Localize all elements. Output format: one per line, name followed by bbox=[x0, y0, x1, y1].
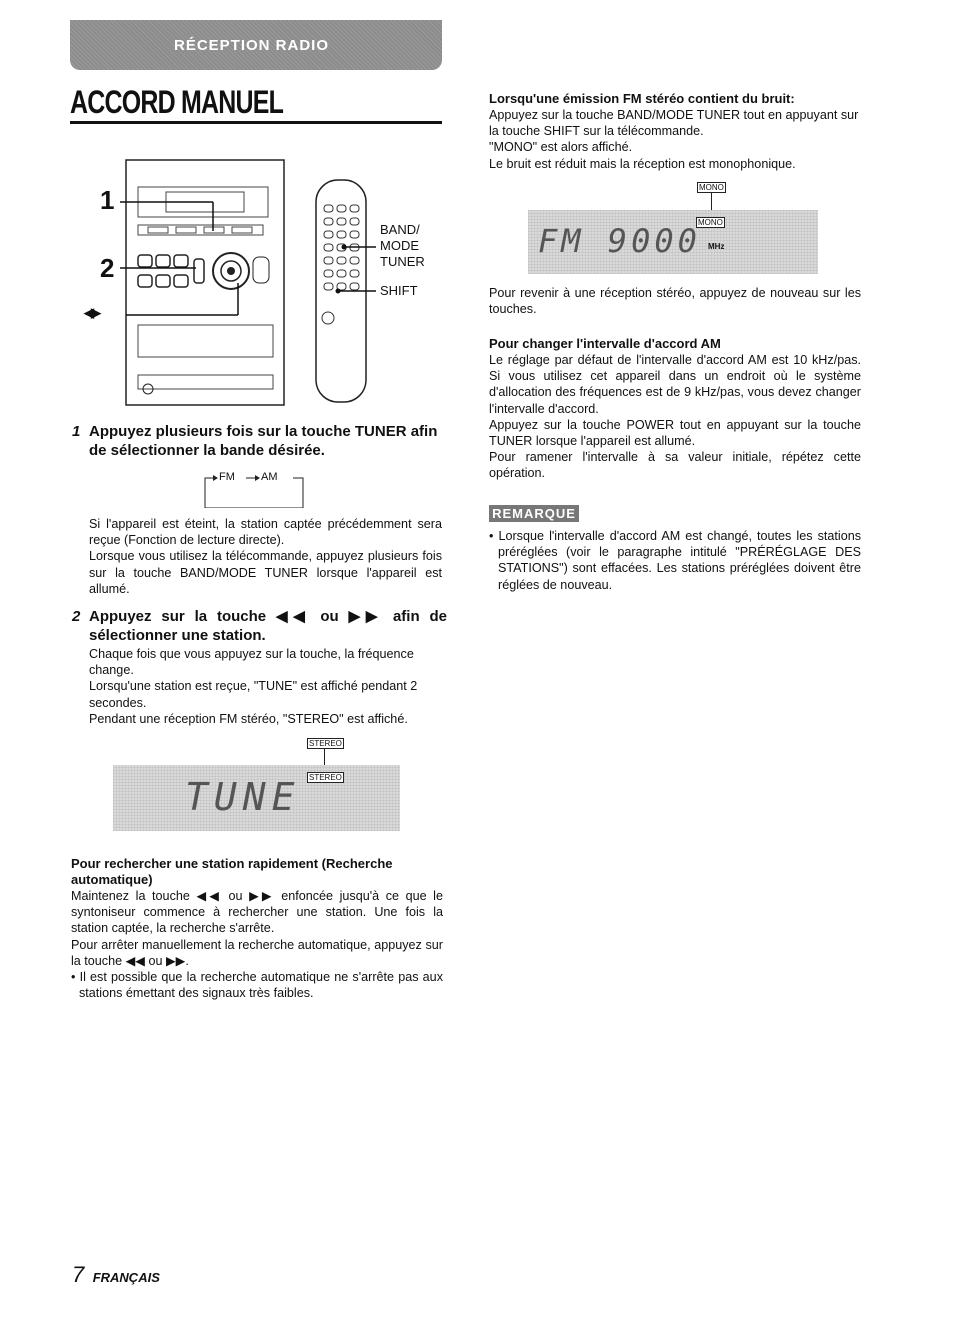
paragraph: Appuyez sur la touche BAND/MODE TUNER tout en appuyant sur la touche SHIFT sur la télécommande. bbox=[489, 108, 859, 139]
auto-search-heading bbox=[71, 856, 446, 888]
mono-indicator-callout: MONO bbox=[699, 183, 724, 192]
step-1-text bbox=[89, 516, 442, 597]
remark-text bbox=[489, 528, 861, 593]
step-2-heading bbox=[72, 607, 447, 645]
step-1-heading bbox=[72, 422, 447, 460]
callout-2: 2 bbox=[100, 253, 115, 283]
band-mode-tuner-label bbox=[380, 222, 425, 270]
band-label-line: BAND/ bbox=[380, 222, 420, 237]
paragraph: Le bruit est réduit mais la réception est monophonique. bbox=[489, 156, 796, 171]
noise-heading: Lorsqu'une émission FM stéréo contient du bruit: bbox=[489, 91, 795, 106]
mono-display bbox=[528, 210, 818, 274]
stereo-indicator-callout: STEREO bbox=[309, 739, 342, 748]
tune-display bbox=[113, 765, 400, 831]
display-text: FM 9000 bbox=[538, 222, 701, 260]
step-title-line: Appuyez sur la touche ◀◀ ou ▶▶ afin de bbox=[89, 608, 447, 625]
bullet-note: • Lorsque l'intervalle d'accord AM est changé, toutes les stations préréglées (voir le paragraphe intitulé "PRÉRÉGLAGE DES STATIONS") sont effacées. Les stations préréglées doivent être réglées de nouveau. bbox=[489, 529, 861, 592]
paragraph: Pour ramener l'intervalle à sa valeur initiale, répétez cette opération. bbox=[489, 450, 861, 481]
heading-line: Pour rechercher une station rapidement (Recherche bbox=[71, 856, 393, 871]
paragraph: "MONO" est alors affiché. bbox=[489, 140, 633, 155]
device-illustration bbox=[84, 155, 438, 410]
display-text: TUNE bbox=[185, 775, 301, 819]
band-label-line: TUNER bbox=[380, 254, 425, 269]
title-rule bbox=[70, 121, 442, 124]
band-fm: FM bbox=[219, 471, 235, 483]
shift-label: SHIFT bbox=[380, 283, 418, 298]
am-interval-heading: Pour changer l'intervalle d'accord AM bbox=[489, 336, 721, 351]
page-title: ACCORD MANUEL bbox=[70, 84, 284, 120]
auto-search-section bbox=[71, 856, 446, 1001]
paragraph: Pour revenir à une réception stéréo, appuyez de nouveau sur les touches. bbox=[489, 286, 861, 317]
paragraph: Pour arrêter manuellement la recherche automatique, appuyez sur la touche ◀◀ ou ▶▶. bbox=[71, 937, 443, 968]
step-2-text bbox=[89, 646, 442, 727]
paragraph: Appuyez sur la touche POWER tout en appuyant sur la touche TUNER lorsque l'appareil est allumé. bbox=[489, 417, 861, 449]
band-label-line: MODE bbox=[380, 238, 419, 253]
step-number: 2 bbox=[72, 608, 81, 625]
band-am: AM bbox=[261, 471, 278, 483]
mono-indicator: MONO bbox=[698, 218, 723, 227]
skip-arrows-callout: ◀▶ bbox=[84, 305, 98, 320]
remark-badge: REMARQUE bbox=[489, 505, 579, 522]
paragraph: Pendant une réception FM stéréo, "STEREO" est affiché. bbox=[89, 711, 408, 726]
paragraph: Maintenez la touche ◀◀ ou ▶▶ enfoncée jusqu'à ce que le syntoniseur commence à rechercher une station. Une fois la station captée, la recherche s'arrête. bbox=[71, 889, 443, 936]
page-footer bbox=[72, 1262, 160, 1288]
step-number: 1 bbox=[72, 423, 81, 440]
section-banner-text: RÉCEPTION RADIO bbox=[174, 37, 330, 54]
bullet-note: • Il est possible que la recherche automatique ne s'arrête pas aux stations émettant des signaux très faibles. bbox=[71, 970, 443, 1001]
unit-label: MHz bbox=[708, 242, 725, 251]
callout-1: 1 bbox=[100, 185, 115, 215]
paragraph: Lorsque vous utilisez la télécommande, appuyez plusieurs fois sur la touche BAND/MODE TUNER lorsque l'appareil est allumé. bbox=[89, 549, 442, 596]
step-title-line: Appuyez plusieurs fois sur la touche TUNER afin bbox=[89, 423, 438, 440]
noise-section bbox=[489, 91, 861, 172]
stereo-indicator: STEREO bbox=[309, 773, 342, 782]
paragraph: Le réglage par défaut de l'intervalle d'accord AM est 10 kHz/pas. Si vous utilisez cet appareil dans un endroit où le système d'allocation des fréquences est de 9 kHz/pas, vous devez changer l'intervalle d'accord. bbox=[489, 353, 861, 416]
step-title-line: de sélectionner la bande désirée. bbox=[89, 442, 325, 459]
noise-return-text bbox=[489, 285, 861, 317]
heading-line: automatique) bbox=[71, 872, 153, 887]
page-number: 7 bbox=[72, 1262, 85, 1287]
paragraph: Si l'appareil est éteint, la station captée précédemment sera reçue (Fonction de lecture directe). bbox=[89, 517, 442, 548]
language-label: FRANÇAIS bbox=[92, 1270, 160, 1285]
paragraph: Chaque fois que vous appuyez sur la touche, la fréquence change. bbox=[89, 647, 414, 678]
section-banner bbox=[70, 20, 442, 70]
band-cycle-diagram bbox=[203, 470, 307, 508]
am-interval-section bbox=[489, 336, 861, 482]
paragraph: Lorsqu'une station est reçue, "TUNE" est affiché pendant 2 secondes. bbox=[89, 679, 418, 710]
step-title-line: sélectionner une station. bbox=[89, 627, 266, 644]
